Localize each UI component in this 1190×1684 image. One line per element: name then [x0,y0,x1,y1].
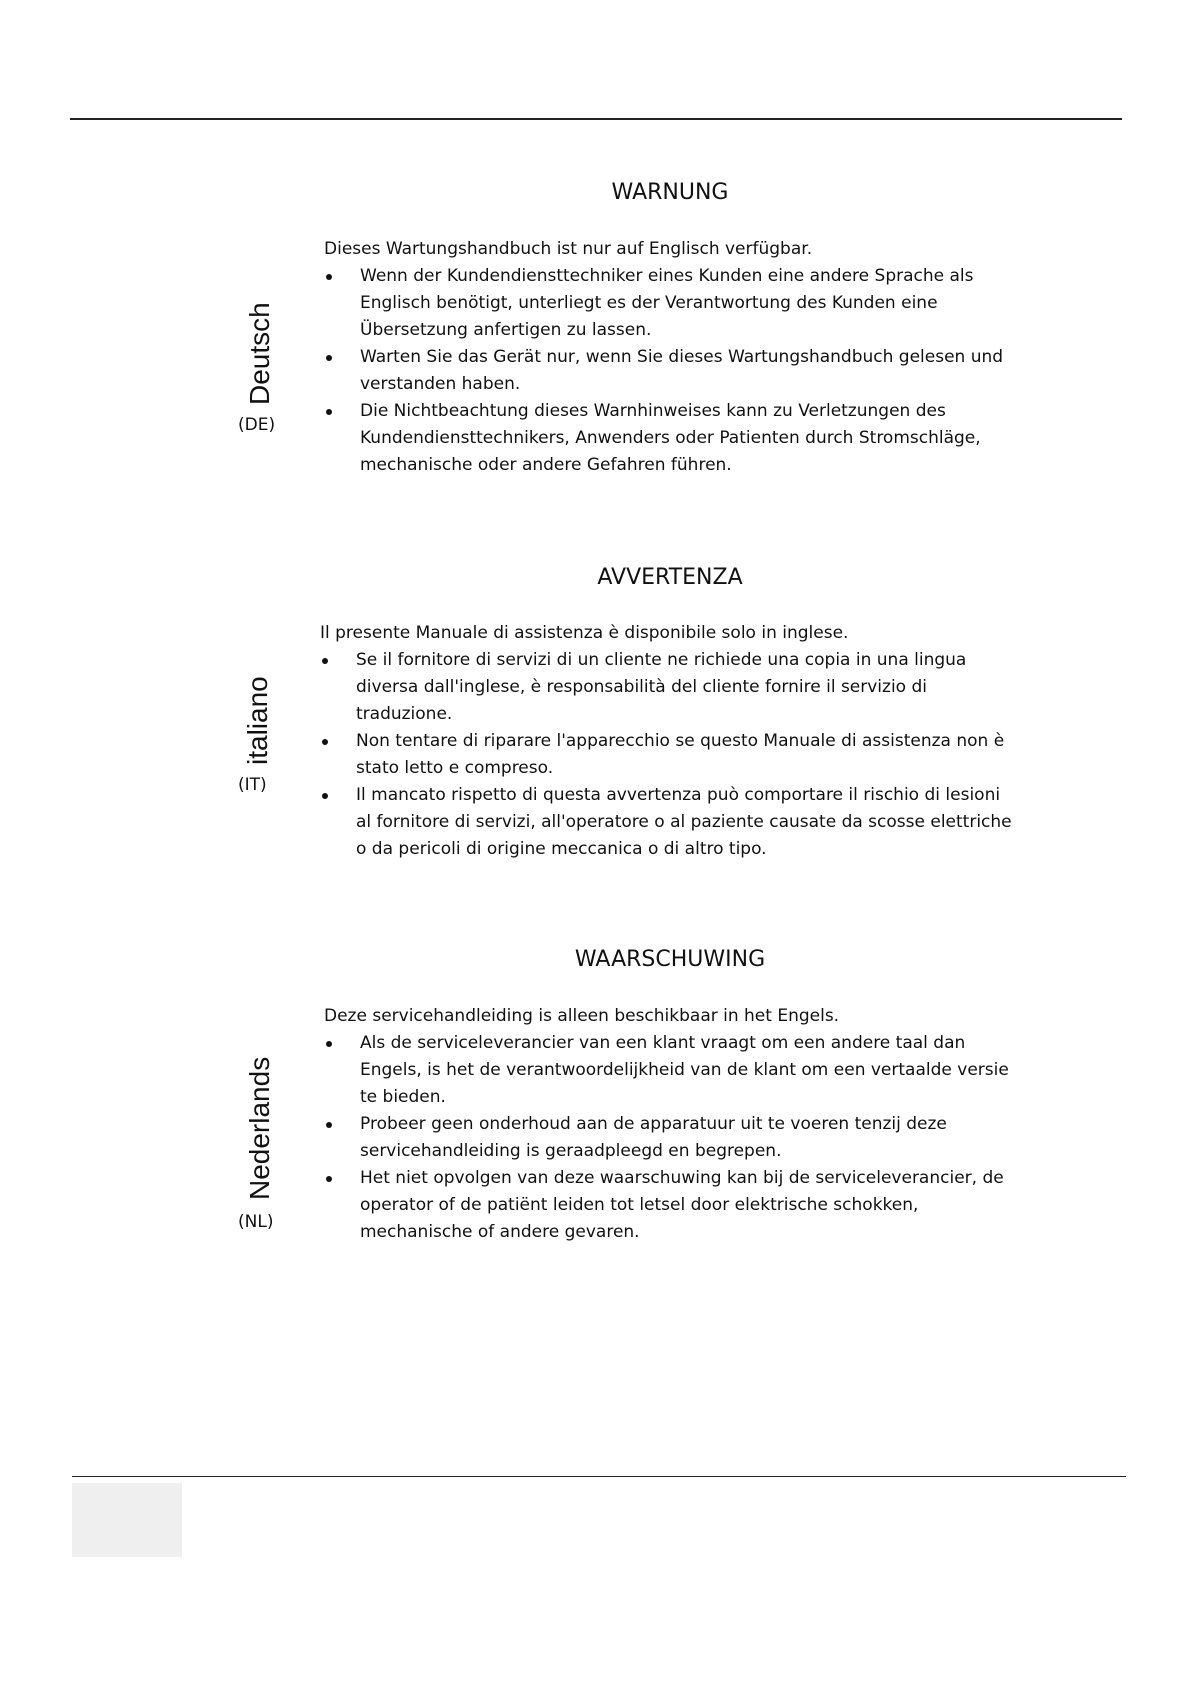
language-name: Deutsch [244,302,275,405]
list-item: Warten Sie das Gerät nur, wenn Sie dieses Wartungshandbuch gelesen und verstanden haben. [324,344,1024,398]
bullet-icon [326,409,332,415]
list-item: Die Nichtbeachtung dieses Warnhinweises kann zu Verletzungen des Kundendiensttechnikers, Anwenders oder Patienten durch Stromschläge, mechanische oder andere Gefahren führen. [324,398,1024,479]
language-name: italiano [242,676,273,765]
list-item: Als de serviceleverancier van een klant vraagt om een andere taal dan Engels, is het de verantwoordelijkheid van de klant om een vertaalde versie te bieden. [324,1030,1024,1111]
warning-bullet-list [324,1030,1024,1246]
language-label [242,205,282,405]
language-name: Nederlands [244,1056,275,1200]
list-item: Se il fornitore di servizi di un cliente ne richiede una copia in una lingua diversa dall'inglese, è responsabilità del cliente fornire il servizio di traduzione. [320,647,1020,728]
list-item: Het niet opvolgen van deze waarschuwing kan bij de serviceleverancier, de operator of de patiënt leiden tot letsel door elektrische schokken, mechanische of andere gevaren. [324,1165,1024,1246]
footer-page-box [72,1483,182,1557]
list-item: Probeer geen onderhoud aan de apparatuur uit te voeren tenzij deze servicehandleiding is geraadpleegd en begrepen. [324,1111,1024,1165]
list-item: Wenn der Kundendiensttechniker eines Kunden eine andere Sprache als Englisch benötigt, unterliegt es der Verantwortung des Kunden eine Übersetzung anfertigen zu lassen. [324,263,1024,344]
bullet-icon [326,1122,332,1128]
list-item: Non tentare di riparare l'apparecchio se questo Manuale di assistenza non è stato letto e compreso. [320,728,1020,782]
bullet-icon [322,793,328,799]
language-code: (IT) [238,775,267,795]
bullet-icon [322,739,328,745]
warning-heading: WARNUNG [611,180,729,205]
bullet-icon [326,1041,332,1047]
bullet-icon [326,274,332,280]
warning-bullet-list [320,647,1020,863]
language-label [240,615,280,765]
list-item: Il mancato rispetto di questa avvertenza può comportare il rischio di lesioni al fornitore di servizi, all'operatore o al paziente causate da scosse elettriche o da pericoli di origine meccanica o di altro tipo. [320,782,1020,863]
warning-body [320,620,1020,863]
footer-rule [72,1476,1126,1477]
warning-bullet-list [324,263,1024,479]
warning-body [324,1003,1024,1246]
warning-body [324,236,1024,479]
language-code: (NL) [238,1212,274,1232]
warning-heading: WAARSCHUWING [574,947,766,972]
warning-intro: Deze servicehandleiding is alleen beschikbaar in het Engels. [324,1006,840,1026]
warning-intro: Dieses Wartungshandbuch ist nur auf Englisch verfügbar. [324,239,813,259]
bullet-icon [326,355,332,361]
bullet-icon [322,658,328,664]
language-label [242,1010,282,1200]
header-rule [70,118,1122,120]
warning-heading: AVVERTENZA [597,565,743,590]
language-code: (DE) [238,415,276,435]
warning-intro: Il presente Manuale di assistenza è disponibile solo in inglese. [320,623,849,643]
bullet-icon [326,1176,332,1182]
